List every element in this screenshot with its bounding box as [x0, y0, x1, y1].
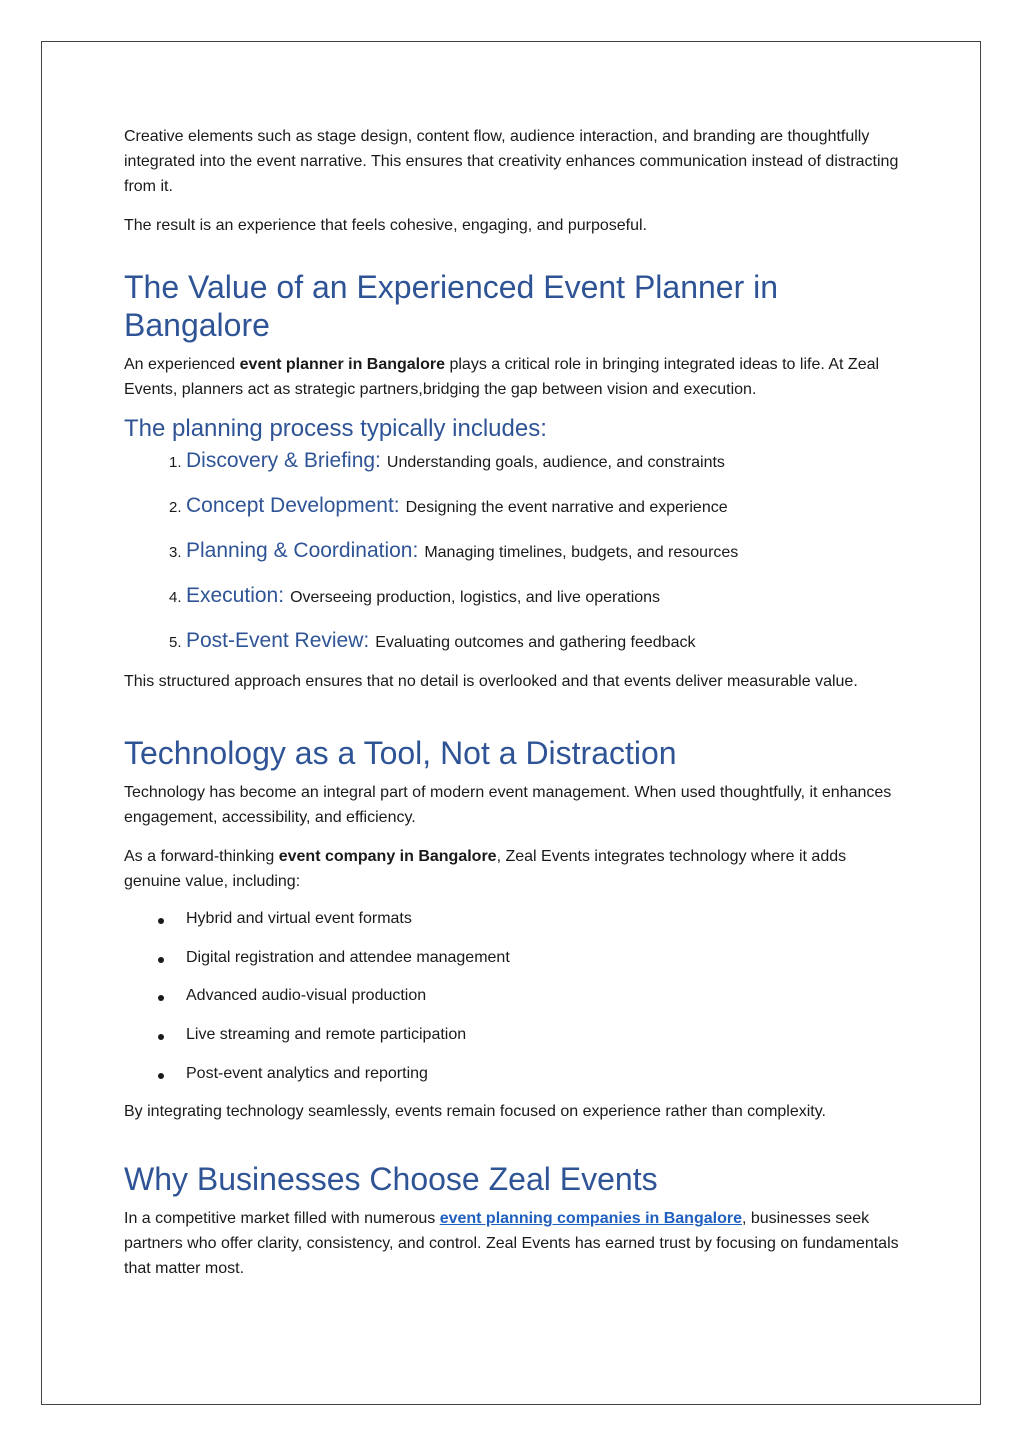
- document-body: [124, 124, 904, 1281]
- step-description: Evaluating outcomes and gathering feedback: [375, 634, 696, 651]
- value-paragraph-text-end: plays a critical role in bringing integrated ideas to life. At Zeal Events, planners act as strategic partners,bridging the gap between vision and execution.: [124, 356, 880, 398]
- planning-closing-paragraph: This structured approach ensures that no detail is overlooked and that events deliver measurable value.: [124, 673, 858, 690]
- step-title: Planning & Coordination:: [186, 539, 419, 562]
- list-item: [124, 448, 904, 493]
- step-number: 1.: [169, 454, 182, 471]
- list-item: [124, 1022, 904, 1061]
- step-title: Concept Development:: [186, 494, 400, 517]
- bullet-text: Live streaming and remote participation: [186, 1026, 467, 1044]
- technology-paragraph: Technology has become an integral part of modern event management. When used thoughtfully, it enhances engagement, accessibility, and efficiency.: [124, 784, 892, 826]
- technology-value-text-end: , Zeal Events integrates technology where it adds genuine value, including:: [124, 848, 847, 890]
- step-description: Understanding goals, audience, and constraints: [386, 454, 725, 471]
- technology-value-bold: event company in Bangalore: [278, 848, 497, 865]
- technology-value-text: As a forward-thinking: [124, 848, 279, 865]
- list-item: [124, 538, 904, 583]
- bullet-text: Advanced audio-visual production: [186, 987, 427, 1005]
- step-title: Execution:: [186, 584, 285, 607]
- heading-technology: Technology as a Tool, Not a Distraction: [124, 735, 677, 771]
- step-title: Discovery & Briefing:: [186, 449, 381, 472]
- step-number: 4.: [169, 589, 182, 606]
- step-description: Designing the event narrative and experience: [405, 499, 728, 516]
- value-paragraph-text: An experienced: [124, 356, 240, 373]
- step-number: 5.: [169, 634, 182, 651]
- step-number: 3.: [169, 544, 182, 561]
- list-item: [124, 493, 904, 538]
- list-item: [124, 628, 904, 673]
- value-paragraph-bold: event planner in Bangalore: [239, 356, 446, 373]
- bullet-text: Post-event analytics and reporting: [186, 1064, 428, 1082]
- step-description: Managing timelines, budgets, and resources: [424, 544, 739, 561]
- why-paragraph-text: In a competitive market filled with numerous: [124, 1210, 440, 1228]
- list-item: [124, 945, 904, 984]
- subheading-planning-process: The planning process typically includes:: [124, 415, 547, 442]
- technology-bullets-list: [124, 906, 904, 1099]
- list-item: [124, 1061, 904, 1100]
- list-item: [124, 983, 904, 1022]
- why-paragraph-text-end: , businesses seek partners who offer clarity, consistency, and control. Zeal Events has earned trust by focusing on fundamentals that matter most.: [124, 1210, 899, 1278]
- step-description: Overseeing production, logistics, and live operations: [290, 589, 661, 606]
- why-paragraph: [124, 1206, 904, 1281]
- technology-closing-paragraph: By integrating technology seamlessly, events remain focused on experience rather than complexity.: [124, 1103, 826, 1121]
- step-number: 2.: [169, 499, 182, 516]
- step-title: Post-Event Review:: [186, 629, 370, 652]
- value-paragraph: [124, 352, 904, 402]
- heading-why-zeal: Why Businesses Choose Zeal Events: [124, 1161, 658, 1198]
- intro-result-paragraph: The result is an experience that feels cohesive, engaging, and purposeful.: [124, 217, 647, 234]
- planning-steps-list: [124, 448, 904, 673]
- bullet-text: Hybrid and virtual event formats: [186, 910, 412, 927]
- technology-value-paragraph: [124, 844, 904, 894]
- event-planning-companies-link[interactable]: event planning companies in Bangalore: [439, 1210, 742, 1228]
- intro-paragraph: Creative elements such as stage design, content flow, audience interaction, and branding are thoughtfully integrated into the event narrative. This ensures that creativity enhances communication instead of distracting from it.: [124, 128, 899, 195]
- list-item: [124, 906, 904, 945]
- bullet-text: Digital registration and attendee management: [186, 948, 510, 966]
- heading-value-of-planner: The Value of an Experienced Event Planner in Bangalore: [124, 269, 779, 343]
- list-item: [124, 583, 904, 628]
